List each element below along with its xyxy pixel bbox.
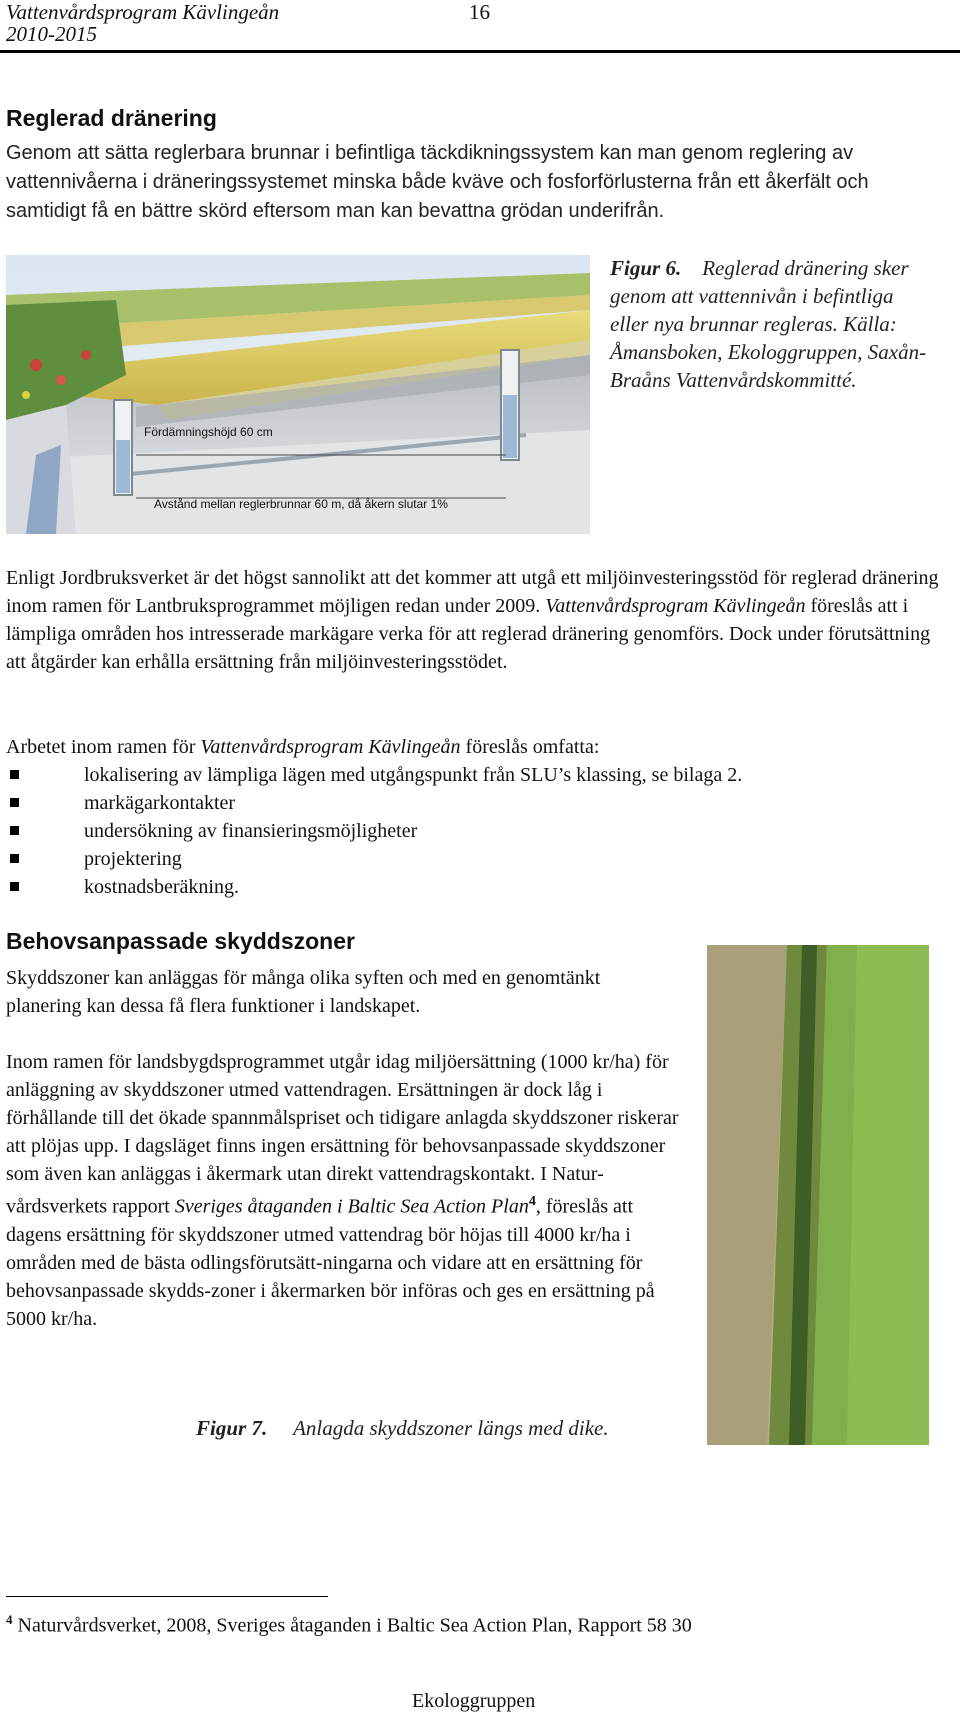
footnote-number: 4: [6, 1612, 13, 1627]
paragraph3-program-name: Vattenvårdsprogram Kävlingeån: [200, 736, 461, 758]
figure6-caption-label: Figur 6.: [610, 256, 682, 280]
paragraph2-text-a: Enligt Jordbruksverket är det högst sannolikt att det kommer att utgå ett miljöinvesteringsstöd för reglerad dränering inom ramen för Lantbruksprogrammet möjligen redan under 2009.: [6, 567, 939, 617]
figure6-caption: [610, 254, 930, 394]
footer-publisher: Ekologgruppen: [412, 1690, 536, 1712]
section-heading-skyddszoner: Behovsanpassade skyddszoner: [6, 928, 355, 954]
list-item: undersökning av finansieringsmöjligheter: [6, 817, 952, 845]
figure7-caption-text: Anlagda skyddszoner längs med dike.: [293, 1416, 609, 1440]
figure7-caption: [196, 1414, 609, 1442]
header-rule: [0, 50, 960, 53]
figure7-photo: [707, 945, 929, 1445]
figure6-label-distance: Avstånd mellan reglerbrunnar 60 m, då åkern slutar 1%: [154, 497, 448, 511]
bullet-square-icon: [10, 826, 19, 835]
section-intro-paragraph: Genom att sätta reglerbara brunnar i befintliga täckdikningssystem kan man genom reglering av vattennivåerna i dräneringssystemet minska både kväve och fosforförlusterna från ett åkerfält och samtidigt få en bättre skörd eftersom man kan bevattna grödan underifrån.: [6, 142, 869, 222]
list-item: kostnadsberäkning.: [6, 873, 952, 901]
list-item: lokalisering av lämpliga lägen med utgångspunkt från SLU’s klassing, se bilaga 2.: [6, 761, 952, 789]
footnote-ref: 4: [528, 1194, 536, 1209]
footnote: [6, 1612, 692, 1638]
footnote-rule: [6, 1596, 328, 1597]
list-item: markägarkontakter: [6, 789, 952, 817]
figure6-caption-text: Reglerad dränering sker genom att vattennivån i befintliga eller nya brunnar regleras. Källa: Åmansboken, Ekologgruppen, Saxån-Braåns Vattenvårdskommitté.: [610, 256, 927, 392]
bullet-list: [6, 761, 952, 901]
paragraph3-text-b: föreslås omfatta:: [460, 736, 600, 758]
bullet-square-icon: [10, 798, 19, 807]
footnote-text: Naturvårdsverket, 2008, Sveriges åtaganden i Baltic Sea Action Plan, Rapport 58 30: [17, 1614, 692, 1637]
section2-paragraph1: Skyddszoner kan anläggas för många olika syften och med en genomtänkt planering kan dessa få flera funktioner i landskapet.: [6, 967, 601, 1017]
figure7-caption-label: Figur 7.: [196, 1416, 268, 1440]
page-number: 16: [469, 0, 490, 24]
header-title: Vattenvårdsprogram Kävlingeån: [6, 0, 280, 24]
list-item: projektering: [6, 845, 952, 873]
bullet-square-icon: [10, 770, 19, 779]
paragraph-jordbruksverket: [6, 564, 952, 676]
figure6-label-height: Fördämningshöjd 60 cm: [144, 425, 273, 439]
paragraph3-text-a: Arbetet inom ramen för: [6, 736, 201, 758]
paragraph-arbetet: [6, 733, 952, 901]
bullet-square-icon: [10, 882, 19, 891]
paragraph2-program-name: Vattenvårdsprogram Kävlingeån: [545, 595, 806, 617]
paragraph2-text-b: föreslås att i lämpliga områden hos intresserade markägare verka för att reglerad dränering genomförs. Dock under förutsättning att åtgärder kan erhålla ersättning från miljöinvesteringsstödet.: [6, 595, 931, 673]
header-years: 2010-2015: [6, 22, 97, 46]
bullet-square-icon: [10, 854, 19, 863]
section2-paragraph2: Inom ramen för landsbygdsprogrammet utgår idag miljöersättning (1000 kr/ha) för anläggning av skyddszoner utmed vattendragen. Ersättningen är dock låg i förhållande till det ökade spannmålspriset och tidigare anlagda skyddszoner riskerar att plöjas upp. I dagsläget finns ingen ersättning för behovsanpassade skyddszoner som även kan anläggas i åkermark utan direkt vattendragskontakt. I Natur-vårdsverkets rapport Sveriges åtaganden i Baltic Sea Action Plan$^4$, föreslås att dagens ersättning för skyddszoner utmed vattendrag bör höjas till 4000 kr/ha i områden med de bästa odlingsförutsätt-ningarna och vidare att en ersättning för behovsanpassade skydds-zoner i åkermarken bör införas och ges en ersättning på 5000 kr/ha.: [6, 1051, 679, 1330]
figure6-illustration: [6, 255, 590, 534]
section-heading-reglerad: Reglerad dränering: [6, 105, 217, 131]
